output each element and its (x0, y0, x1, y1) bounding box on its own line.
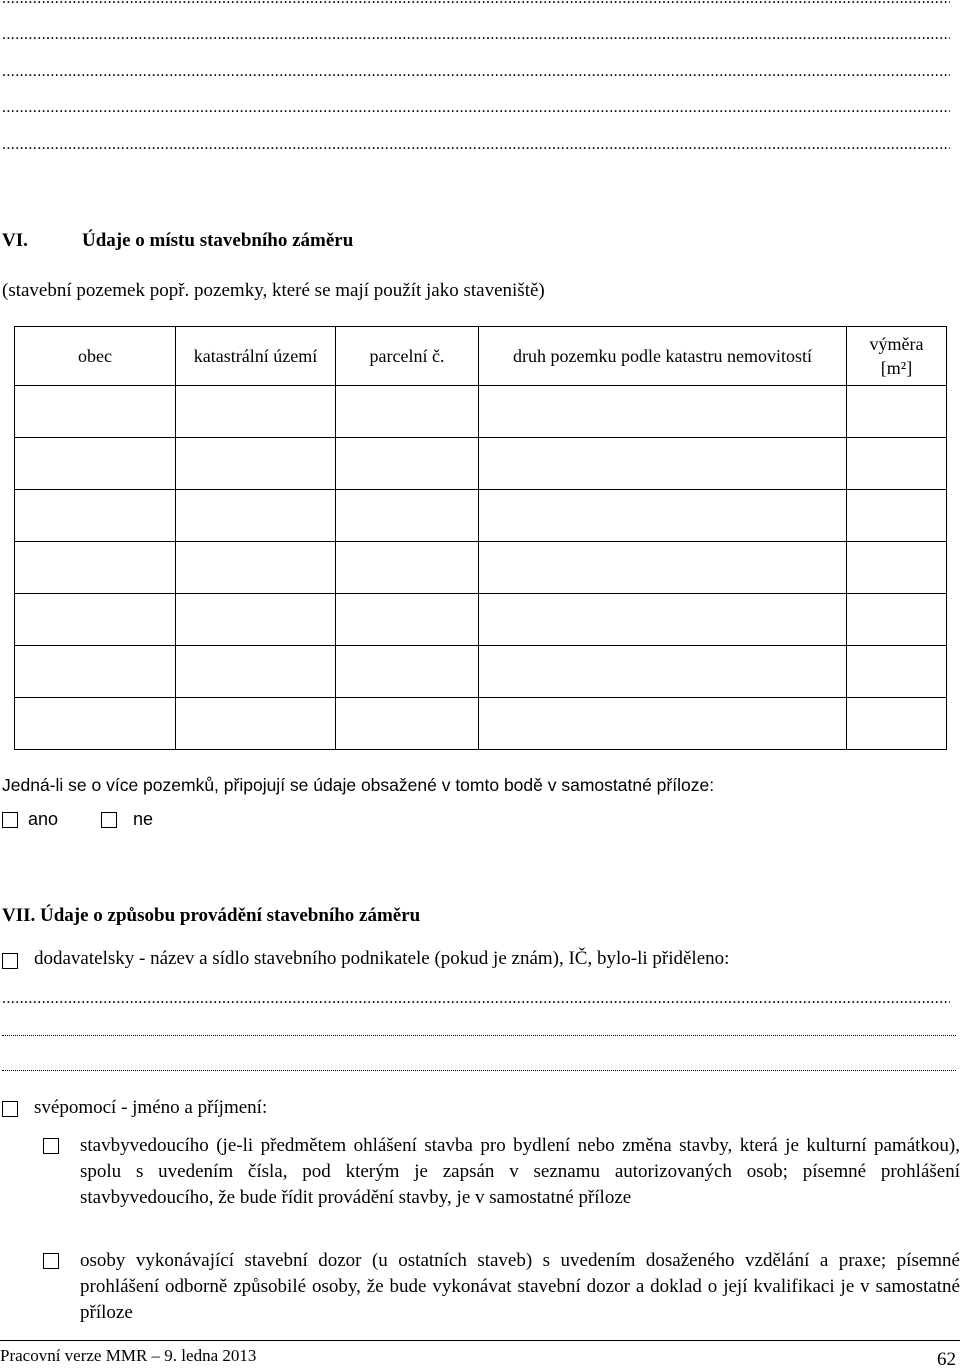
table-cell[interactable] (479, 386, 847, 438)
column-header-area-label: výměra (869, 334, 924, 354)
table-cell[interactable] (336, 542, 479, 594)
section-title: Údaje o místu stavebního záměru (82, 230, 354, 251)
self-help-checkbox[interactable] (2, 1101, 18, 1117)
table-cell[interactable] (847, 698, 947, 750)
table-cell[interactable] (479, 646, 847, 698)
table-row (15, 490, 947, 542)
page-number: 62 (937, 1349, 956, 1370)
table-row (15, 646, 947, 698)
dotted-fill-line[interactable] (2, 1035, 956, 1036)
table-cell[interactable] (479, 698, 847, 750)
self-help-label: svépomocí - jméno a příjmení: (34, 1097, 268, 1118)
table-cell[interactable] (336, 594, 479, 646)
dotted-fill-line (2, 0, 950, 10)
table-cell[interactable] (479, 438, 847, 490)
dotted-fill-line (2, 97, 950, 119)
site-manager-text (80, 1133, 960, 1211)
section-title: VII. Údaje o způsobu provádění stavebního záměru (2, 905, 421, 926)
dotted-fill-line (2, 134, 950, 156)
table-cell[interactable] (15, 594, 176, 646)
table-cell[interactable] (15, 386, 176, 438)
more-parcels-question: Jedná-li se o více pozemků, připojují se údaje obsažené v tomto bodě v samostatné příloze: (2, 775, 715, 795)
column-header-area (847, 327, 947, 386)
table-cell[interactable] (847, 438, 947, 490)
column-header: druh pozemku podle katastru nemovitostí (479, 327, 847, 386)
site-manager-checkbox[interactable] (43, 1138, 59, 1154)
table-row (15, 438, 947, 490)
table-cell[interactable] (336, 646, 479, 698)
yes-label: ano (28, 809, 59, 829)
footer-version: Pracovní verze MMR – 9. ledna 2013 (0, 1346, 257, 1365)
table-row (15, 542, 947, 594)
contractor-label: dodavatelsky - název a sídlo stavebního podnikatele (pokud je znám), IČ, bylo-li přiděleno: (34, 948, 730, 969)
table-cell[interactable] (176, 490, 336, 542)
table-cell[interactable] (176, 542, 336, 594)
parcel-table (14, 326, 947, 750)
table-cell[interactable] (176, 646, 336, 698)
table-cell[interactable] (479, 490, 847, 542)
dotted-fill-line (2, 988, 950, 1010)
footer-divider (0, 1340, 960, 1341)
dotted-fill-line[interactable] (2, 1070, 956, 1071)
dotted-fill-line (2, 61, 950, 83)
table-cell[interactable] (847, 386, 947, 438)
table-cell[interactable] (847, 646, 947, 698)
table-cell[interactable] (847, 490, 947, 542)
table-cell[interactable] (336, 490, 479, 542)
table-cell[interactable] (15, 646, 176, 698)
table-header-row (15, 327, 947, 386)
table-cell[interactable] (336, 438, 479, 490)
supervision-text (80, 1248, 960, 1326)
table-cell[interactable] (336, 386, 479, 438)
column-header: obec (15, 327, 176, 386)
table-cell[interactable] (176, 386, 336, 438)
column-header: parcelní č. (336, 327, 479, 386)
table-cell[interactable] (15, 542, 176, 594)
supervision-text-content: osoby vykonávající stavební dozor (u ostatních staveb) s uvedením dosaženého vzdělání a praxe; písemné prohlášení odborně způsobilé osoby, že bude vykonávat stavební dozor a doklad o její kvalifikaci je v samostatné příloze (80, 1250, 960, 1323)
site-manager-text-content: stavbyvedoucího (je-li předmětem ohlášení stavba pro bydlení nebo změna stavby, která je kulturní památkou), spolu s uvedením čísla, pod kterým je zapsán v seznamu autorizovaných osob; písemné prohlášení stavbyvedoucího, že bude řídit provádění stavby, je v samostatné příloze (80, 1135, 960, 1208)
table-cell[interactable] (847, 594, 947, 646)
no-label: ne (133, 809, 154, 829)
section-number: VI. (2, 230, 28, 251)
table-row (15, 594, 947, 646)
table-cell[interactable] (847, 542, 947, 594)
table-cell[interactable] (479, 594, 847, 646)
table-cell[interactable] (176, 594, 336, 646)
table-cell[interactable] (176, 698, 336, 750)
column-header-area-unit: [m²] (880, 358, 913, 378)
dotted-fill-line (2, 24, 950, 46)
table-cell[interactable] (15, 490, 176, 542)
table-cell[interactable] (336, 698, 479, 750)
column-header: katastrální území (176, 327, 336, 386)
table-cell[interactable] (479, 542, 847, 594)
table-cell[interactable] (15, 438, 176, 490)
table-row (15, 698, 947, 750)
supervision-checkbox[interactable] (43, 1253, 59, 1269)
table-row (15, 386, 947, 438)
contractor-checkbox[interactable] (2, 953, 18, 969)
table-cell[interactable] (15, 698, 176, 750)
yes-checkbox[interactable] (2, 812, 18, 828)
no-checkbox[interactable] (101, 812, 117, 828)
section-subtitle: (stavební pozemek popř. pozemky, které se mají použít jako staveniště) (2, 280, 545, 301)
table-cell[interactable] (176, 438, 336, 490)
